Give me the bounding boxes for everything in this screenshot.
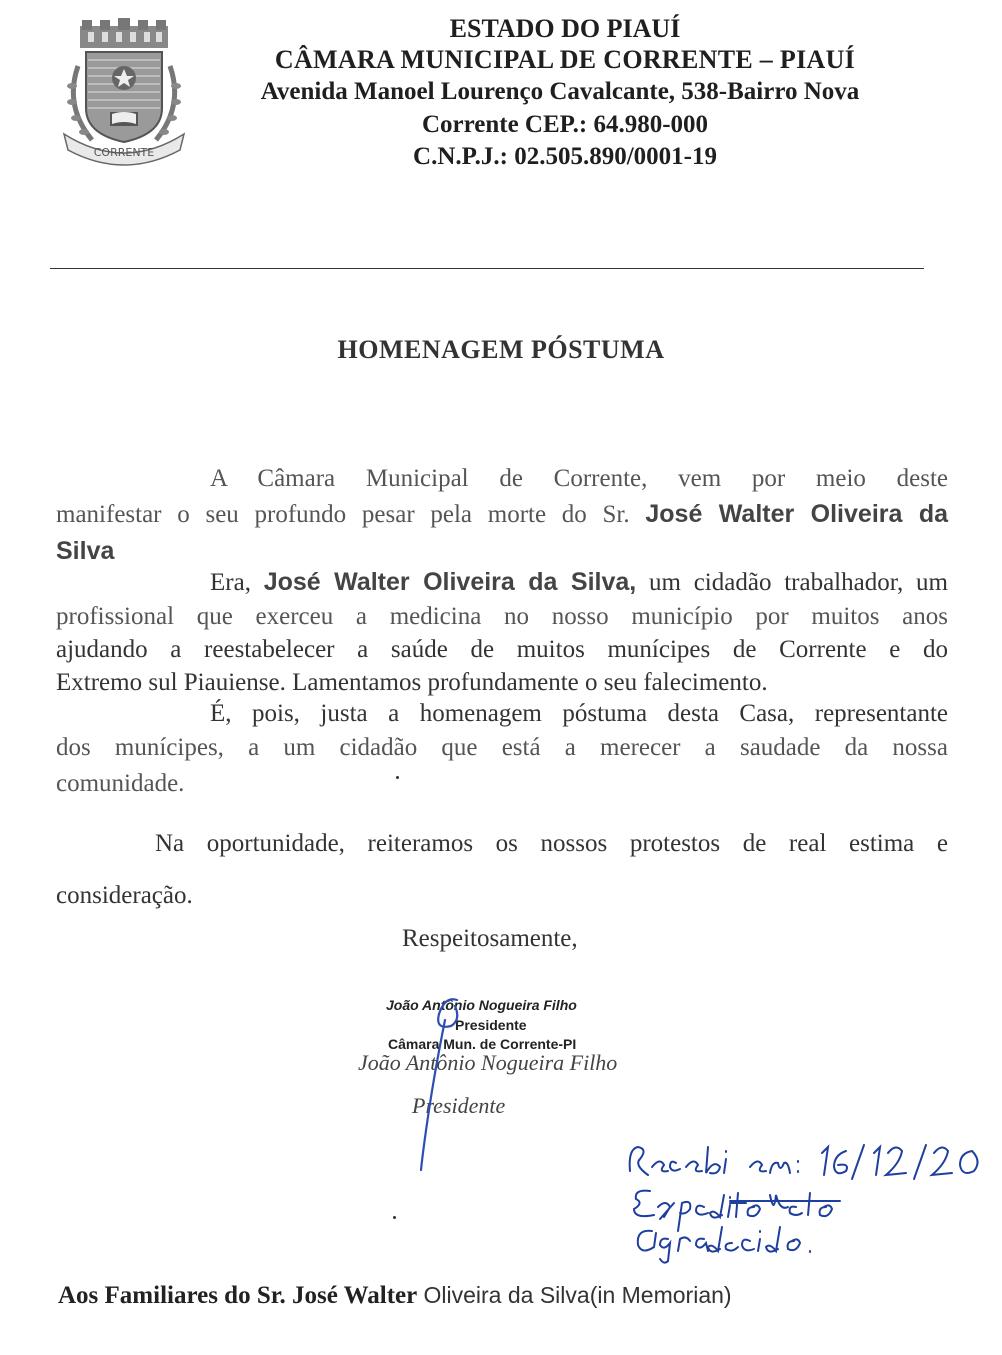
body-line: Extremo sul Piauiense. Lamentamos profundamente o seu falecimento.	[56, 669, 768, 696]
signatory-name: João Antônio Nogueira Filho	[358, 1050, 618, 1075]
handwritten-signature	[395, 990, 495, 1175]
deceased-name: José Walter Oliveira da	[645, 500, 948, 528]
body-line	[56, 500, 948, 529]
header-cnpj: C.N.P.J.: 02.505.890/0001-19	[413, 143, 717, 170]
crest-ribbon-text: CORRENTE	[93, 146, 155, 159]
addressee-rest: Oliveira da Silva(in Memorian)	[423, 1282, 732, 1308]
deceased-name: José Walter Oliveira da Silva,	[263, 568, 637, 596]
stamp-org: Câmara Mun. de Corrente-PI	[388, 1036, 577, 1052]
header-state: ESTADO DO PIAUÍ	[449, 14, 681, 43]
body-line: ajudando a reestabelecer a saúde de muitos munícipes de Corrente e do	[56, 636, 948, 663]
stamp-role: Presidente	[455, 1017, 527, 1033]
scan-speck	[396, 776, 399, 779]
body-line: comunidade.	[56, 770, 185, 797]
closing: Respeitosamente,	[402, 925, 578, 952]
body-line	[210, 568, 948, 597]
body-line: profissional que exerceu a medicina no nosso município por muitos anos	[56, 603, 948, 630]
handwritten-receipt-note	[620, 1135, 1002, 1265]
signatory-role: Presidente	[412, 1093, 506, 1118]
document-title: HOMENAGEM PÓSTUMA	[337, 335, 665, 364]
body-text: Era,	[210, 569, 251, 596]
body-line: dos munícipes, a um cidadão que está a merecer a saudade da nossa	[56, 734, 948, 761]
header-divider	[50, 268, 924, 269]
body-text: manifestar o seu profundo pesar pela morte do Sr.	[56, 501, 630, 528]
header-chamber: CÂMARA MUNICIPAL DE CORRENTE – PIAUÍ	[274, 45, 856, 74]
body-line: consideração.	[56, 882, 193, 909]
body-line: É, pois, justa a homenagem póstuma desta Casa, representante	[210, 700, 948, 727]
addressee-line	[58, 1282, 732, 1310]
stamp-name: João Antônio Nogueira Filho	[386, 997, 577, 1013]
addressee-bold: Aos Familiares do Sr. José Walter	[58, 1282, 418, 1309]
body-text: um cidadão trabalhador, um	[649, 569, 948, 596]
scan-speck	[393, 1216, 396, 1219]
header-cep: Corrente CEP.: 64.980-000	[421, 111, 709, 138]
deceased-name-cont: Silva	[56, 537, 115, 565]
body-line: A Câmara Municipal de Corrente, vem por meio deste	[210, 465, 948, 492]
body-line: Na oportunidade, reiteramos os nossos protestos de real estima e	[155, 830, 948, 857]
header-address: Avenida Manoel Lourenço Cavalcante, 538-Bairro Nova	[260, 78, 860, 105]
